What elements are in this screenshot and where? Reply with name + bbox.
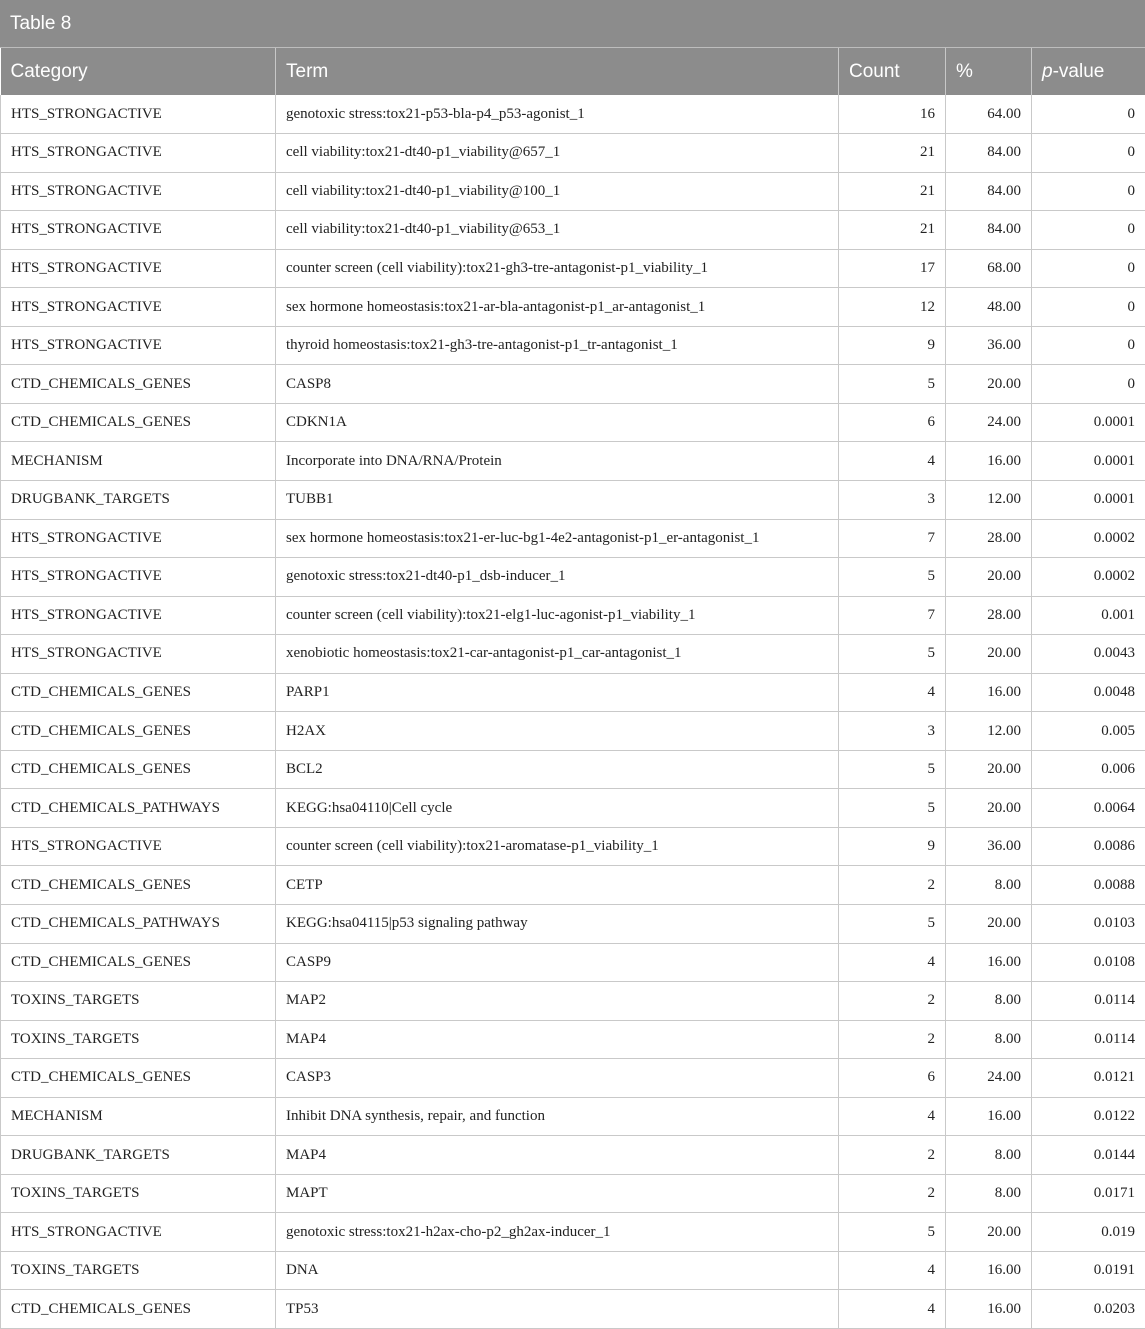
category-cell: CTD_CHEMICALS_PATHWAYS	[1, 904, 276, 943]
pvalue-cell: 0.0203	[1032, 1290, 1145, 1329]
percent-cell: 20.00	[946, 1213, 1032, 1252]
count-cell: 21	[839, 211, 946, 250]
term-cell: genotoxic stress:tox21-p53-bla-p4_p53-agonist_1	[276, 95, 839, 134]
pvalue-cell: 0	[1032, 365, 1145, 404]
table-row	[1, 982, 1145, 1021]
count-cell: 21	[839, 134, 946, 173]
header-term: Term	[276, 48, 839, 95]
table-row	[1, 365, 1145, 404]
category-cell: HTS_STRONGACTIVE	[1, 827, 276, 866]
category-cell: CTD_CHEMICALS_GENES	[1, 403, 276, 442]
table-row	[1, 519, 1145, 558]
pvalue-cell: 0.0171	[1032, 1174, 1145, 1213]
pvalue-cell: 0	[1032, 249, 1145, 288]
pvalue-cell: 0.0001	[1032, 480, 1145, 519]
count-cell: 3	[839, 712, 946, 751]
term-cell: MAPT	[276, 1174, 839, 1213]
pvalue-cell: 0	[1032, 134, 1145, 173]
category-cell: CTD_CHEMICALS_GENES	[1, 673, 276, 712]
percent-cell: 20.00	[946, 558, 1032, 597]
count-cell: 2	[839, 1020, 946, 1059]
term-cell: cell viability:tox21-dt40-p1_viability@653_1	[276, 211, 839, 250]
percent-cell: 8.00	[946, 1020, 1032, 1059]
percent-cell: 12.00	[946, 480, 1032, 519]
category-cell: CTD_CHEMICALS_PATHWAYS	[1, 789, 276, 828]
term-cell: DNA	[276, 1251, 839, 1290]
percent-cell: 20.00	[946, 365, 1032, 404]
percent-cell: 68.00	[946, 249, 1032, 288]
pvalue-cell: 0.0122	[1032, 1097, 1145, 1136]
count-cell: 6	[839, 1059, 946, 1098]
percent-cell: 24.00	[946, 1059, 1032, 1098]
count-cell: 7	[839, 596, 946, 635]
percent-cell: 84.00	[946, 211, 1032, 250]
percent-cell: 84.00	[946, 134, 1032, 173]
category-cell: TOXINS_TARGETS	[1, 1174, 276, 1213]
table-body	[1, 95, 1145, 1329]
pvalue-cell: 0	[1032, 95, 1145, 134]
table-row	[1, 172, 1145, 211]
category-cell: HTS_STRONGACTIVE	[1, 249, 276, 288]
term-cell: CASP3	[276, 1059, 839, 1098]
percent-cell: 8.00	[946, 1174, 1032, 1213]
table-row	[1, 95, 1145, 134]
pvalue-cell: 0.0002	[1032, 519, 1145, 558]
category-cell: HTS_STRONGACTIVE	[1, 95, 276, 134]
term-cell: CASP9	[276, 943, 839, 982]
table-row	[1, 1213, 1145, 1252]
category-cell: HTS_STRONGACTIVE	[1, 288, 276, 327]
term-cell: counter screen (cell viability):tox21-gh3-tre-antagonist-p1_viability_1	[276, 249, 839, 288]
term-cell: cell viability:tox21-dt40-p1_viability@657_1	[276, 134, 839, 173]
pvalue-cell: 0.0048	[1032, 673, 1145, 712]
percent-cell: 24.00	[946, 403, 1032, 442]
percent-cell: 16.00	[946, 673, 1032, 712]
pvalue-cell: 0	[1032, 211, 1145, 250]
table-row	[1, 1020, 1145, 1059]
term-cell: Incorporate into DNA/RNA/Protein	[276, 442, 839, 481]
term-cell: genotoxic stress:tox21-h2ax-cho-p2_gh2ax-inducer_1	[276, 1213, 839, 1252]
header-pvalue	[1032, 48, 1145, 95]
table-row	[1, 789, 1145, 828]
count-cell: 12	[839, 288, 946, 327]
table-row	[1, 1136, 1145, 1175]
count-cell: 2	[839, 1174, 946, 1213]
percent-cell: 20.00	[946, 635, 1032, 674]
header-category: Category	[1, 48, 276, 95]
term-cell: counter screen (cell viability):tox21-elg1-luc-agonist-p1_viability_1	[276, 596, 839, 635]
table-row	[1, 596, 1145, 635]
table-row	[1, 673, 1145, 712]
table-row	[1, 288, 1145, 327]
table-row	[1, 750, 1145, 789]
category-cell: CTD_CHEMICALS_GENES	[1, 1290, 276, 1329]
count-cell: 9	[839, 326, 946, 365]
category-cell: CTD_CHEMICALS_GENES	[1, 365, 276, 404]
percent-cell: 36.00	[946, 326, 1032, 365]
category-cell: HTS_STRONGACTIVE	[1, 635, 276, 674]
pvalue-cell: 0.006	[1032, 750, 1145, 789]
count-cell: 5	[839, 789, 946, 828]
category-cell: TOXINS_TARGETS	[1, 1251, 276, 1290]
category-cell: CTD_CHEMICALS_GENES	[1, 943, 276, 982]
percent-cell: 20.00	[946, 750, 1032, 789]
category-cell: HTS_STRONGACTIVE	[1, 596, 276, 635]
pvalue-cell: 0.0002	[1032, 558, 1145, 597]
term-cell: MAP4	[276, 1020, 839, 1059]
table-row	[1, 943, 1145, 982]
term-cell: xenobiotic homeostasis:tox21-car-antagonist-p1_car-antagonist_1	[276, 635, 839, 674]
term-cell: TUBB1	[276, 480, 839, 519]
pvalue-cell: 0.0103	[1032, 904, 1145, 943]
count-cell: 4	[839, 673, 946, 712]
header-pvalue-italic: p	[1042, 61, 1053, 82]
table-header	[1, 48, 1145, 95]
count-cell: 7	[839, 519, 946, 558]
count-cell: 4	[839, 442, 946, 481]
count-cell: 2	[839, 866, 946, 905]
percent-cell: 28.00	[946, 596, 1032, 635]
category-cell: MECHANISM	[1, 1097, 276, 1136]
count-cell: 6	[839, 403, 946, 442]
table-row	[1, 442, 1145, 481]
header-count: Count	[839, 48, 946, 95]
count-cell: 5	[839, 1213, 946, 1252]
table-row	[1, 1059, 1145, 1098]
table-title: Table 8	[0, 0, 1145, 48]
category-cell: DRUGBANK_TARGETS	[1, 480, 276, 519]
category-cell: HTS_STRONGACTIVE	[1, 1213, 276, 1252]
percent-cell: 16.00	[946, 1251, 1032, 1290]
table-row	[1, 904, 1145, 943]
pvalue-cell: 0.0108	[1032, 943, 1145, 982]
pvalue-cell: 0.005	[1032, 712, 1145, 751]
percent-cell: 16.00	[946, 442, 1032, 481]
table-row	[1, 558, 1145, 597]
category-cell: CTD_CHEMICALS_GENES	[1, 712, 276, 751]
pvalue-cell: 0.001	[1032, 596, 1145, 635]
pvalue-cell: 0.0001	[1032, 403, 1145, 442]
pvalue-cell: 0.0001	[1032, 442, 1145, 481]
count-cell: 5	[839, 750, 946, 789]
percent-cell: 12.00	[946, 712, 1032, 751]
term-cell: genotoxic stress:tox21-dt40-p1_dsb-inducer_1	[276, 558, 839, 597]
pvalue-cell: 0.0086	[1032, 827, 1145, 866]
header-pvalue-rest: -value	[1053, 61, 1105, 82]
pvalue-cell: 0	[1032, 326, 1145, 365]
pvalue-cell: 0	[1032, 288, 1145, 327]
table-row	[1, 866, 1145, 905]
table-row	[1, 134, 1145, 173]
percent-cell: 16.00	[946, 1097, 1032, 1136]
category-cell: HTS_STRONGACTIVE	[1, 211, 276, 250]
term-cell: PARP1	[276, 673, 839, 712]
category-cell: TOXINS_TARGETS	[1, 982, 276, 1021]
count-cell: 4	[839, 1251, 946, 1290]
table-row	[1, 249, 1145, 288]
term-cell: TP53	[276, 1290, 839, 1329]
header-percent: %	[946, 48, 1032, 95]
count-cell: 5	[839, 904, 946, 943]
table-row	[1, 1097, 1145, 1136]
count-cell: 9	[839, 827, 946, 866]
table-row	[1, 1290, 1145, 1329]
pvalue-cell: 0.0088	[1032, 866, 1145, 905]
count-cell: 2	[839, 1136, 946, 1175]
table-row	[1, 827, 1145, 866]
count-cell: 21	[839, 172, 946, 211]
term-cell: KEGG:hsa04115|p53 signaling pathway	[276, 904, 839, 943]
percent-cell: 64.00	[946, 95, 1032, 134]
count-cell: 5	[839, 635, 946, 674]
pvalue-cell: 0.019	[1032, 1213, 1145, 1252]
term-cell: KEGG:hsa04110|Cell cycle	[276, 789, 839, 828]
category-cell: HTS_STRONGACTIVE	[1, 558, 276, 597]
category-cell: DRUGBANK_TARGETS	[1, 1136, 276, 1175]
count-cell: 2	[839, 982, 946, 1021]
percent-cell: 36.00	[946, 827, 1032, 866]
percent-cell: 20.00	[946, 904, 1032, 943]
table-row	[1, 211, 1145, 250]
term-cell: CETP	[276, 866, 839, 905]
count-cell: 3	[839, 480, 946, 519]
pvalue-cell: 0.0191	[1032, 1251, 1145, 1290]
percent-cell: 8.00	[946, 982, 1032, 1021]
table-row	[1, 480, 1145, 519]
table-row	[1, 403, 1145, 442]
percent-cell: 16.00	[946, 943, 1032, 982]
category-cell: HTS_STRONGACTIVE	[1, 326, 276, 365]
table-row	[1, 712, 1145, 751]
pvalue-cell: 0.0114	[1032, 1020, 1145, 1059]
table-row	[1, 635, 1145, 674]
percent-cell: 8.00	[946, 866, 1032, 905]
term-cell: CDKN1A	[276, 403, 839, 442]
category-cell: MECHANISM	[1, 442, 276, 481]
category-cell: HTS_STRONGACTIVE	[1, 172, 276, 211]
percent-cell: 28.00	[946, 519, 1032, 558]
term-cell: BCL2	[276, 750, 839, 789]
term-cell: Inhibit DNA synthesis, repair, and function	[276, 1097, 839, 1136]
term-cell: CASP8	[276, 365, 839, 404]
count-cell: 16	[839, 95, 946, 134]
term-cell: cell viability:tox21-dt40-p1_viability@100_1	[276, 172, 839, 211]
term-cell: MAP2	[276, 982, 839, 1021]
table-row	[1, 326, 1145, 365]
count-cell: 5	[839, 365, 946, 404]
term-cell: sex hormone homeostasis:tox21-ar-bla-antagonist-p1_ar-antagonist_1	[276, 288, 839, 327]
pvalue-cell: 0.0043	[1032, 635, 1145, 674]
percent-cell: 48.00	[946, 288, 1032, 327]
pvalue-cell: 0.0114	[1032, 982, 1145, 1021]
pvalue-cell: 0.0064	[1032, 789, 1145, 828]
percent-cell: 20.00	[946, 789, 1032, 828]
term-cell: counter screen (cell viability):tox21-aromatase-p1_viability_1	[276, 827, 839, 866]
table-row	[1, 1251, 1145, 1290]
percent-cell: 84.00	[946, 172, 1032, 211]
count-cell: 5	[839, 558, 946, 597]
count-cell: 4	[839, 1290, 946, 1329]
percent-cell: 8.00	[946, 1136, 1032, 1175]
term-cell: thyroid homeostasis:tox21-gh3-tre-antagonist-p1_tr-antagonist_1	[276, 326, 839, 365]
category-cell: CTD_CHEMICALS_GENES	[1, 750, 276, 789]
term-cell: MAP4	[276, 1136, 839, 1175]
category-cell: HTS_STRONGACTIVE	[1, 134, 276, 173]
term-cell: H2AX	[276, 712, 839, 751]
table-row	[1, 1174, 1145, 1213]
count-cell: 17	[839, 249, 946, 288]
percent-cell: 16.00	[946, 1290, 1032, 1329]
count-cell: 4	[839, 943, 946, 982]
category-cell: TOXINS_TARGETS	[1, 1020, 276, 1059]
pvalue-cell: 0	[1032, 172, 1145, 211]
count-cell: 4	[839, 1097, 946, 1136]
data-table	[0, 48, 1145, 1329]
term-cell: sex hormone homeostasis:tox21-er-luc-bg1-4e2-antagonist-p1_er-antagonist_1	[276, 519, 839, 558]
category-cell: HTS_STRONGACTIVE	[1, 519, 276, 558]
category-cell: CTD_CHEMICALS_GENES	[1, 866, 276, 905]
pvalue-cell: 0.0144	[1032, 1136, 1145, 1175]
pvalue-cell: 0.0121	[1032, 1059, 1145, 1098]
category-cell: CTD_CHEMICALS_GENES	[1, 1059, 276, 1098]
